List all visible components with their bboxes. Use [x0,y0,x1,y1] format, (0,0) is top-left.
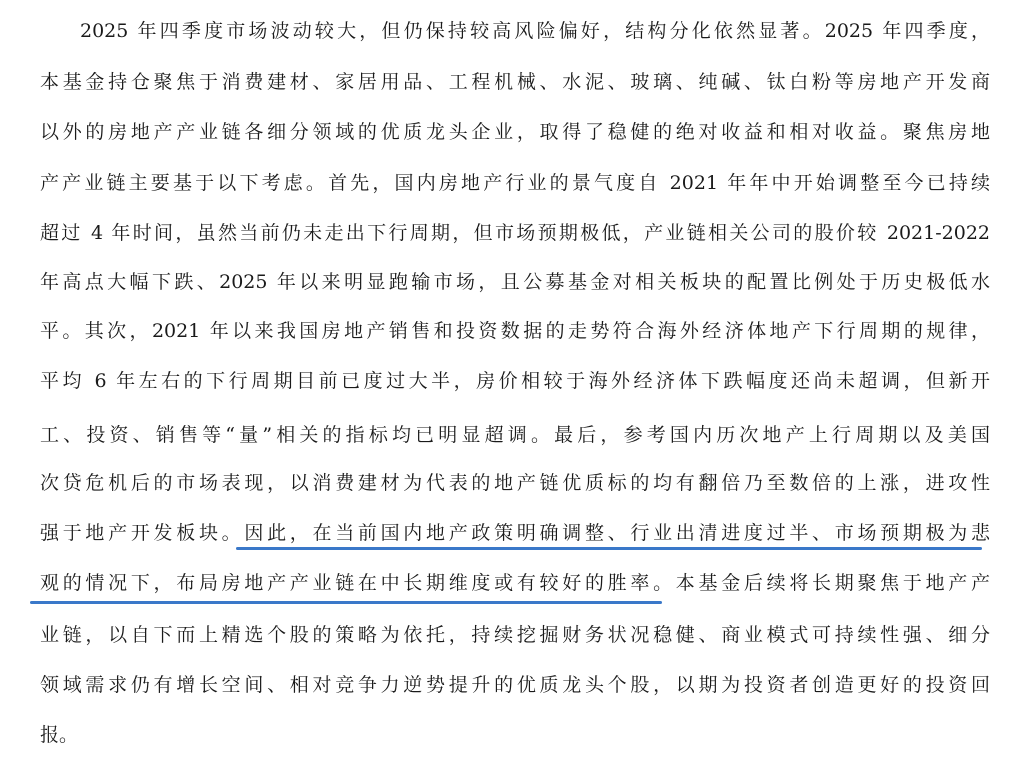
paragraph-line-6: 年高点大幅下跌、2025 年以来明显跑输市场，且公募基金对相关板块的配置比例处于历史极低水 [40,271,990,293]
paragraph-line-15: 报。 [40,724,79,746]
paragraph-line-14: 领域需求仍有增长空间、相对竞争力逆势提升的优质龙头个股，以期为投资者创造更好的投资回 [40,674,990,696]
paragraph-line-11: 强于地产开发板块。因此，在当前国内地产政策明确调整、行业出清进度过半、市场预期极为悲 [40,522,990,544]
paragraph-line-2: 本基金持仓聚焦于消费建材、家居用品、工程机械、水泥、玻璃、纯碱、钛白粉等房地产开发商 [40,71,990,93]
paragraph-line-10: 次贷危机后的市场表现，以消费建材为代表的地产链优质标的均有翻倍乃至数倍的上涨，进攻性 [40,472,990,494]
paragraph-line-8: 平均 6 年左右的下行周期目前已度过大半，房价相较于海外经济体下跌幅度还尚未超调，但新开 [40,370,990,392]
highlight-underline-1 [236,547,982,550]
paragraph-line-13: 业链，以自下而上精选个股的策略为依托，持续挖掘财务状况稳健、商业模式可持续性强、细分 [40,624,990,646]
paragraph-line-9: 工、投资、销售等“量”相关的指标均已明显超调。最后，参考国内历次地产上行周期以及美国 [40,424,990,446]
paragraph-line-4: 产产业链主要基于以下考虑。首先，国内房地产行业的景气度自 2021 年年中开始调整至今已持续 [40,172,990,194]
highlight-underline-2 [30,601,662,604]
paragraph-line-7: 平。其次，2021 年以来我国房地产销售和投资数据的走势符合海外经济体地产下行周期的规律， [40,320,990,342]
paragraph-line-1: 2025 年四季度市场波动较大，但仍保持较高风险偏好，结构分化依然显著。2025 年四季度， [80,20,990,42]
paragraph-line-12: 观的情况下，布局房地产产业链在中长期维度或有较好的胜率。本基金后续将长期聚焦于地产产 [40,572,990,594]
paragraph-line-3: 以外的房地产产业链各细分领域的优质龙头企业，取得了稳健的绝对收益和相对收益。聚焦房地 [40,121,990,143]
paragraph-line-5: 超过 4 年时间，虽然当前仍未走出下行周期，但市场预期极低，产业链相关公司的股价较 2021-2022 [40,222,990,244]
